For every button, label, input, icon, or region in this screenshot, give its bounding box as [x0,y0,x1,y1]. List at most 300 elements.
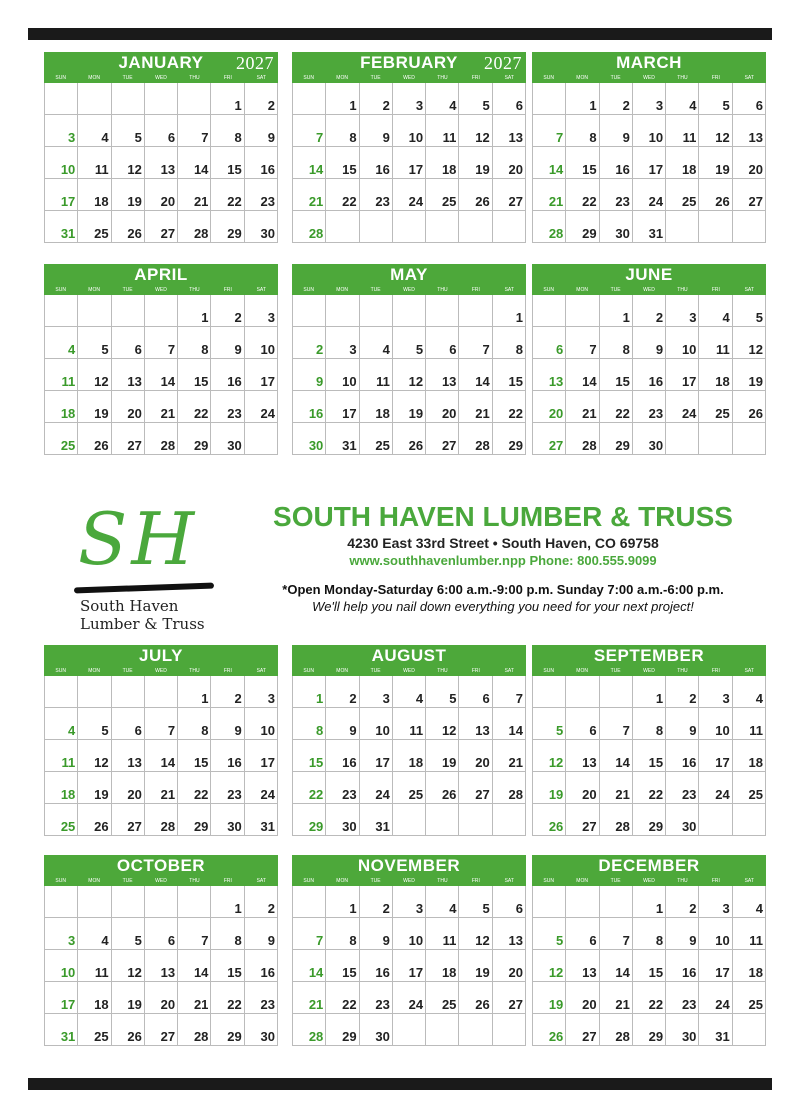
day-number: 13 [548,374,564,389]
weekday-label: TUE [610,878,621,884]
day-number: 17 [681,374,697,389]
day-cell [393,772,426,804]
day-number: 15 [193,374,209,389]
day-cell [566,772,599,804]
day-number: 27 [475,787,490,802]
day-cell [45,179,78,211]
day-cell [245,708,278,740]
day-number: 3 [68,933,76,948]
day-number: 18 [94,997,109,1012]
day-cell [211,950,244,982]
day-cell [145,295,178,327]
day-number: 28 [308,226,324,241]
day-cell [112,950,145,982]
day-cell [45,676,78,708]
day-number: 5 [755,310,763,325]
day-cell [666,423,699,455]
day-cell [459,740,492,772]
day-number: 11 [749,723,763,738]
day-cell [145,676,178,708]
day-cell [393,115,426,147]
day-cell [733,211,766,243]
day-cell [566,179,599,211]
day-cell [699,804,732,836]
day-cell [733,1014,766,1046]
day-cell [78,115,111,147]
day-number: 7 [622,723,630,738]
day-number: 7 [589,342,597,357]
day-number: 24 [260,787,275,802]
day-number: 12 [548,755,564,770]
day-cell [699,1014,732,1046]
day-number: 11 [376,374,390,389]
weekday-label: SUN [55,878,66,884]
day-number: 29 [193,438,209,453]
day-cell [600,1014,633,1046]
day-number: 9 [689,933,697,948]
day-cell [178,708,211,740]
day-cell [633,179,666,211]
day-cell [633,804,666,836]
day-cell [533,211,566,243]
day-number: 8 [589,130,597,145]
day-cell [699,772,732,804]
day-cell [45,115,78,147]
day-cell [733,918,766,950]
day-number: 24 [648,194,664,209]
day-cell [699,708,732,740]
day-number: 1 [234,98,242,113]
day-cell [459,391,492,423]
day-number: 22 [648,997,664,1012]
weekday-label: SUN [55,668,66,674]
month-header [292,645,526,667]
weekday-label: FRI [711,287,720,293]
logo-name-line1: South Haven [80,597,179,615]
day-cell [293,359,326,391]
day-number: 29 [615,438,630,453]
weekday-label: TUE [122,878,133,884]
month-december [532,855,766,1046]
day-number: 29 [227,226,242,241]
day-number: 24 [375,787,390,802]
day-cell [566,83,599,115]
day-cell [699,982,732,1014]
weekday-label: FRI [223,878,232,884]
day-cell [426,950,459,982]
day-cell [733,115,766,147]
day-number: 9 [316,374,324,389]
weekday-label: TUE [122,668,133,674]
day-number: 4 [68,342,76,357]
day-number: 22 [582,194,597,209]
weekday-label: SAT [256,75,266,81]
day-cell [112,772,145,804]
day-number: 4 [382,342,390,357]
day-number: 7 [515,691,523,706]
day-number: 10 [60,965,76,980]
weekday-label: SAT [744,75,754,81]
day-cell [426,391,459,423]
day-number: 23 [227,406,242,421]
weekday-label: TUE [122,287,133,293]
day-cell [459,83,492,115]
day-cell [360,83,393,115]
day-number: 8 [349,933,357,948]
day-cell [112,115,145,147]
day-number: 20 [548,406,564,421]
day-cell [426,918,459,950]
weekday-label: SUN [303,287,314,293]
day-number: 31 [375,819,390,834]
day-number: 4 [755,901,763,916]
day-cell [245,676,278,708]
day-cell [245,391,278,423]
day-number: 11 [715,342,730,357]
day-cell [78,391,111,423]
day-grid [292,886,526,1046]
day-number: 15 [582,162,597,177]
weekday-row [44,667,278,676]
day-number: 14 [615,965,630,980]
day-cell [78,295,111,327]
day-cell [78,327,111,359]
day-cell [533,982,566,1014]
day-number: 13 [160,162,176,177]
day-cell [178,115,211,147]
day-cell [733,708,766,740]
day-cell [733,423,766,455]
day-number: 19 [127,997,142,1012]
day-number: 17 [648,162,664,177]
day-cell [633,1014,666,1046]
day-number: 29 [508,438,523,453]
day-cell [360,708,393,740]
day-cell [699,886,732,918]
day-number: 24 [715,787,730,802]
day-cell [566,950,599,982]
day-cell [393,147,426,179]
day-cell [360,772,393,804]
day-cell [533,708,566,740]
day-cell [360,1014,393,1046]
day-cell [293,179,326,211]
day-number: 1 [349,98,357,113]
day-cell [493,886,526,918]
day-cell [360,391,393,423]
day-cell [78,1014,111,1046]
day-cell [566,886,599,918]
day-cell [145,83,178,115]
day-number: 3 [267,691,275,706]
day-number: 9 [655,342,664,357]
day-number: 13 [508,130,523,145]
day-cell [112,327,145,359]
day-number: 27 [441,438,457,453]
weekday-label: MON [576,668,588,674]
month-name: JUNE [625,265,673,284]
day-cell [459,804,492,836]
day-number: 11 [442,933,457,948]
day-number: 2 [316,342,324,357]
day-cell [326,740,359,772]
day-cell [112,804,145,836]
day-number: 8 [234,933,242,948]
day-number: 3 [722,901,730,916]
day-number: 15 [648,755,664,770]
day-grid [292,295,526,455]
day-number: 16 [308,406,324,421]
day-cell [393,179,426,211]
company-tagline: We'll help you nail down everything you need for your next project! [312,599,694,614]
day-cell [533,179,566,211]
day-number: 25 [94,226,109,241]
day-cell [666,804,699,836]
day-number: 29 [342,1029,357,1044]
weekday-row [532,286,766,295]
day-cell [633,147,666,179]
day-number: 21 [193,194,209,209]
day-cell [633,83,666,115]
day-number: 10 [342,374,357,389]
day-number: 8 [201,723,209,738]
day-cell [360,918,393,950]
day-cell [666,83,699,115]
day-number: 18 [441,162,457,177]
day-cell [178,83,211,115]
weekday-label: SUN [55,75,66,81]
day-cell [245,327,278,359]
day-number: 15 [227,162,242,177]
day-cell [293,708,326,740]
day-cell [326,359,359,391]
day-cell [699,359,732,391]
day-cell [426,295,459,327]
day-cell [112,676,145,708]
weekday-label: TUE [610,287,621,293]
weekday-label: WED [643,287,655,293]
day-cell [360,327,393,359]
day-cell [699,211,732,243]
day-cell [112,83,145,115]
day-cell [112,211,145,243]
day-number: 13 [582,965,597,980]
day-cell [145,918,178,950]
day-number: 30 [260,1029,275,1044]
day-number: 5 [134,130,142,145]
weekday-label: FRI [471,287,480,293]
day-cell [633,295,666,327]
day-number: 22 [648,787,664,802]
day-number: 27 [582,819,597,834]
day-cell [426,886,459,918]
day-cell [426,772,459,804]
day-number: 4 [755,691,763,706]
day-number: 19 [475,162,490,177]
day-cell [245,147,278,179]
day-number: 24 [681,406,697,421]
day-cell [178,147,211,179]
day-cell [45,982,78,1014]
day-cell [360,423,393,455]
month-header [44,52,278,74]
day-cell [666,115,699,147]
month-june [532,264,766,455]
day-cell [393,83,426,115]
day-cell [145,179,178,211]
day-cell [245,886,278,918]
day-cell [245,179,278,211]
day-number: 17 [408,162,424,177]
day-number: 14 [582,374,597,389]
weekday-label: SAT [256,668,266,674]
weekday-label: WED [155,287,167,293]
day-number: 6 [515,901,523,916]
weekday-row [532,74,766,83]
weekday-label: FRI [711,75,720,81]
day-number: 7 [556,130,564,145]
day-number: 22 [342,997,357,1012]
day-cell [245,211,278,243]
weekday-label: THU [437,668,448,674]
day-cell [112,740,145,772]
weekday-label: THU [437,878,448,884]
day-cell [211,1014,244,1046]
day-number: 16 [681,965,697,980]
day-number: 3 [415,901,424,916]
day-cell [493,982,526,1014]
day-number: 2 [689,901,697,916]
day-cell [393,359,426,391]
day-cell [393,918,426,950]
day-cell [699,391,732,423]
day-number: 28 [582,438,597,453]
day-cell [666,772,699,804]
day-cell [45,147,78,179]
day-cell [45,211,78,243]
weekday-label: MON [88,878,100,884]
day-cell [245,982,278,1014]
day-cell [112,147,145,179]
day-number: 31 [60,1029,76,1044]
day-number: 23 [615,194,630,209]
day-cell [178,982,211,1014]
day-cell [393,327,426,359]
day-number: 10 [375,723,390,738]
day-cell [533,676,566,708]
day-number: 30 [308,438,324,453]
day-number: 9 [349,723,357,738]
month-header [292,264,526,286]
day-cell [211,918,244,950]
day-cell [326,327,359,359]
weekday-label: SAT [256,878,266,884]
day-cell [360,886,393,918]
day-cell [493,1014,526,1046]
day-cell [360,804,393,836]
day-number: 21 [160,787,176,802]
day-cell [293,295,326,327]
weekday-label: SUN [303,668,314,674]
day-number: 19 [441,755,457,770]
day-number: 17 [715,965,730,980]
month-november [292,855,526,1046]
day-cell [78,676,111,708]
day-number: 27 [508,997,523,1012]
weekday-label: SAT [504,668,514,674]
day-cell [211,179,244,211]
weekday-label: TUE [370,287,381,293]
day-number: 18 [94,194,109,209]
day-cell [566,391,599,423]
day-number: 3 [655,98,664,113]
day-cell [566,359,599,391]
weekday-label: THU [677,287,688,293]
month-name: MARCH [616,53,682,72]
day-cell [566,1014,599,1046]
day-number: 22 [308,787,324,802]
weekday-label: TUE [610,75,621,81]
day-number: 19 [94,787,109,802]
day-cell [360,115,393,147]
day-number: 25 [748,787,763,802]
weekday-label: MON [336,75,348,81]
day-cell [112,708,145,740]
day-cell [566,676,599,708]
day-cell [78,982,111,1014]
day-grid [292,676,526,836]
day-cell [633,115,666,147]
day-number: 14 [548,162,564,177]
weekday-label: SUN [543,75,554,81]
day-number: 10 [715,933,730,948]
day-number: 22 [615,406,630,421]
day-cell [426,147,459,179]
day-number: 5 [482,901,490,916]
day-number: 19 [548,997,564,1012]
day-cell [600,211,633,243]
day-number: 12 [748,342,763,357]
day-cell [326,950,359,982]
day-number: 5 [556,723,564,738]
day-cell [493,295,526,327]
weekday-row [292,74,526,83]
day-number: 27 [160,1029,176,1044]
day-number: 26 [441,787,457,802]
day-number: 26 [548,1029,564,1044]
day-cell [360,147,393,179]
day-cell [145,772,178,804]
day-number: 16 [227,374,242,389]
day-cell [211,295,244,327]
month-header [292,855,526,877]
month-july [44,645,278,836]
day-number: 23 [681,997,697,1012]
day-cell [426,327,459,359]
day-cell [566,982,599,1014]
day-number: 2 [382,98,390,113]
day-cell [360,982,393,1014]
day-cell [733,950,766,982]
month-header [532,52,766,74]
day-number: 2 [267,901,275,916]
day-number: 12 [475,933,490,948]
day-number: 8 [234,130,242,145]
day-cell [633,327,666,359]
month-name: MAY [390,265,428,284]
day-cell [211,708,244,740]
day-cell [393,295,426,327]
